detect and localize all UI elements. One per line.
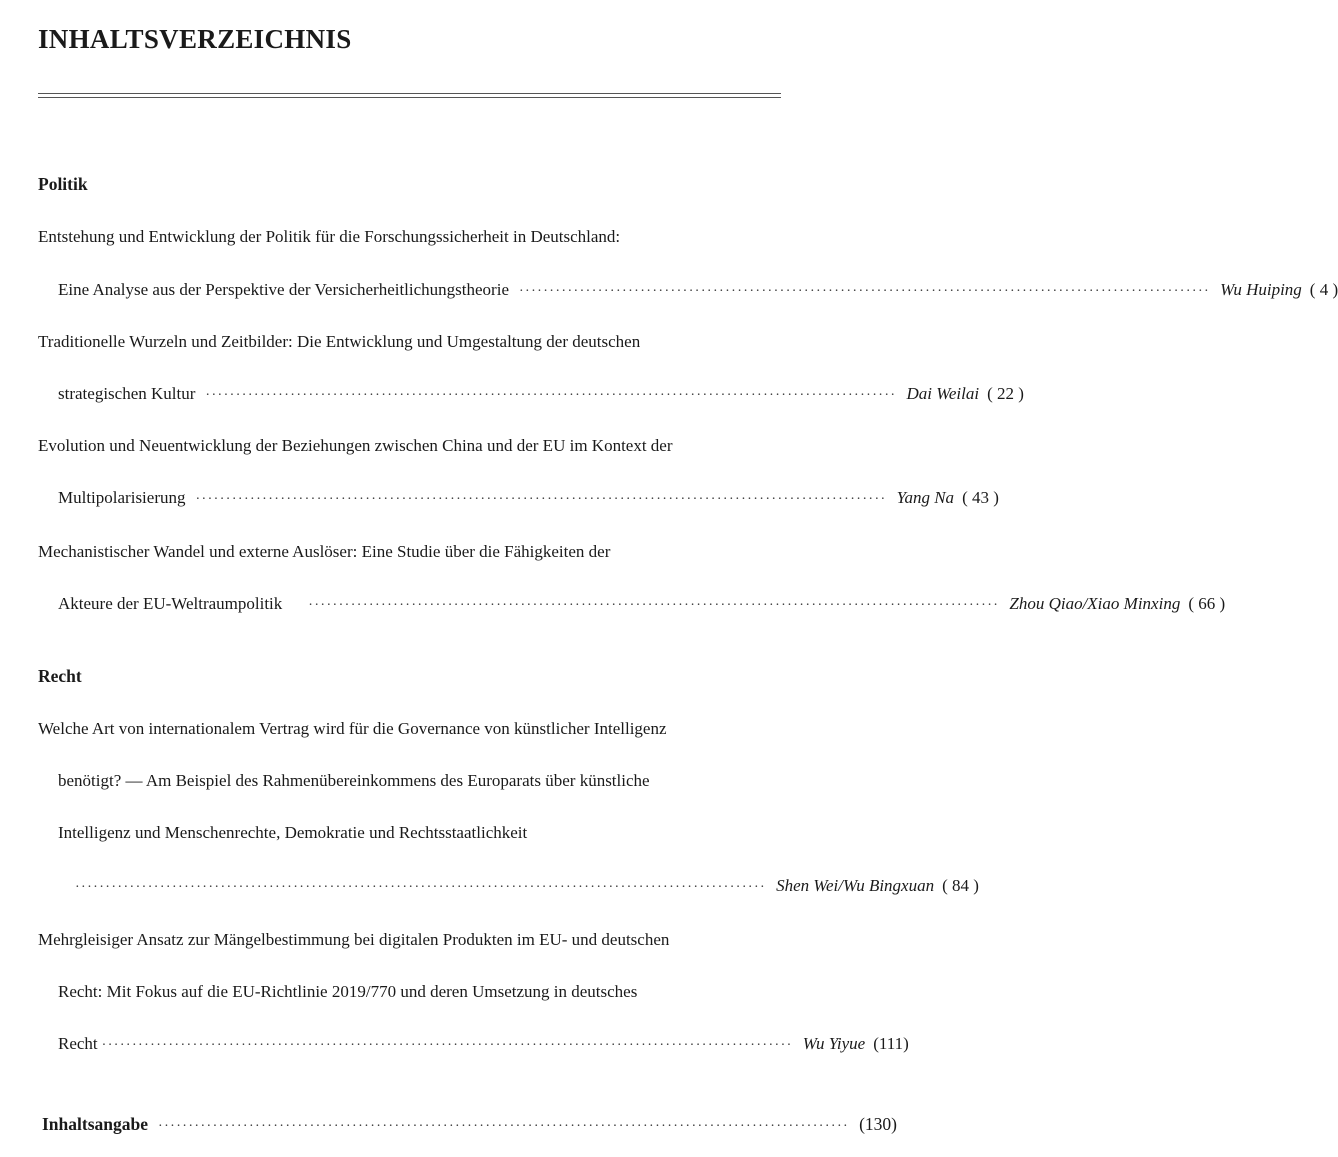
toc-entry-3[interactable] [58,485,999,511]
toc-entry-2-author: Dai Weilai [906,384,980,403]
toc-entry-4-subtitle: Akteure der EU-Weltraumpolitik [58,594,283,613]
section-heading-recht: Recht [38,666,82,686]
dot-leader: ·················································································································· [195,492,887,507]
dot-leader: ·················································································································· [158,1119,850,1134]
toc-entry-1[interactable] [58,277,1338,303]
toc-entry-5-author: Shen Wei/Wu Bingxuan [776,876,935,895]
dot-leader: ·················································································································· [101,1038,793,1053]
toc-entry-6-author: Wu Yiyue [802,1034,866,1053]
toc-entry-5-title[interactable]: Welche Art von internationalem Vertrag wird für die Governance von künstlicher Intelligenz [38,719,667,738]
toc-entry-1-author: Wu Huiping [1220,280,1302,299]
toc-entry-1-subtitle: Eine Analyse aus der Perspektive der Versicherheitlichungstheorie [58,280,509,299]
toc-entry-6-title[interactable]: Mehrgleisiger Ansatz zur Mängelbestimmung bei digitalen Produkten im EU- und deutschen [38,930,670,949]
toc-entry-6-subtitle-cont: Recht [58,1034,98,1053]
toc-entry-2-subtitle: strategischen Kultur [58,384,196,403]
toc-entry-3-page: ( 43 ) [962,488,999,507]
dot-leader: ·················································································································· [205,388,897,403]
toc-entry-3-author: Yang Na [896,488,955,507]
toc-entry-3-subtitle: Multipolarisierung [58,488,186,507]
toc-entry-2-page: ( 22 ) [987,384,1024,403]
toc-entry-1-title[interactable]: Entstehung und Entwicklung der Politik für die Forschungssicherheit in Deutschland: [38,227,621,246]
toc-entry-1-page: ( 4 ) [1309,280,1338,299]
toc-entry-6-page: (111) [873,1034,909,1053]
toc-entry-6-subtitle[interactable]: Recht: Mit Fokus auf die EU-Richtlinie 2019/770 und deren Umsetzung in deutsches [58,982,638,1001]
title-rule-top [38,93,781,94]
summary-page: (130) [859,1114,898,1134]
summary-label: Inhaltsangabe [42,1114,149,1134]
title-rule-bottom [38,97,781,98]
toc-entry-2-title[interactable]: Traditionelle Wurzeln und Zeitbilder: Die Entwicklung und Umgestaltung der deutschen [38,332,641,351]
toc-entry-2[interactable] [58,381,1024,407]
toc-entry-4-title[interactable]: Mechanistischer Wandel und externe Auslöser: Eine Studie über die Fähigkeiten der [38,542,611,561]
toc-entry-4[interactable] [58,591,1226,617]
toc-summary[interactable] [42,1111,898,1137]
dot-leader: ·················································································································· [308,598,1000,613]
toc-entry-5-subtitle[interactable]: benötigt? — Am Beispiel des Rahmenübereinkommens des Europarats über künstliche [58,771,650,790]
page-title: INHALTSVERZEICHNIS [38,24,352,54]
toc-entry-6[interactable] [58,1031,909,1057]
toc-entry-4-author: Zhou Qiao/Xiao Minxing [1009,594,1181,613]
toc-entry-5-subtitle-cont[interactable]: Intelligenz und Menschenrechte, Demokratie und Rechtsstaatlichkeit [58,823,528,842]
dot-leader: ·················································································································· [75,880,767,895]
section-heading-politik: Politik [38,174,88,194]
toc-entry-3-title[interactable]: Evolution und Neuentwicklung der Beziehungen zwischen China und der EU im Kontext der [38,436,673,455]
toc-entry-4-page: ( 66 ) [1188,594,1226,613]
toc-entry-5-page: ( 84 ) [942,876,979,895]
toc-entry-5[interactable] [75,873,979,899]
dot-leader: ·················································································································· [519,284,1211,299]
